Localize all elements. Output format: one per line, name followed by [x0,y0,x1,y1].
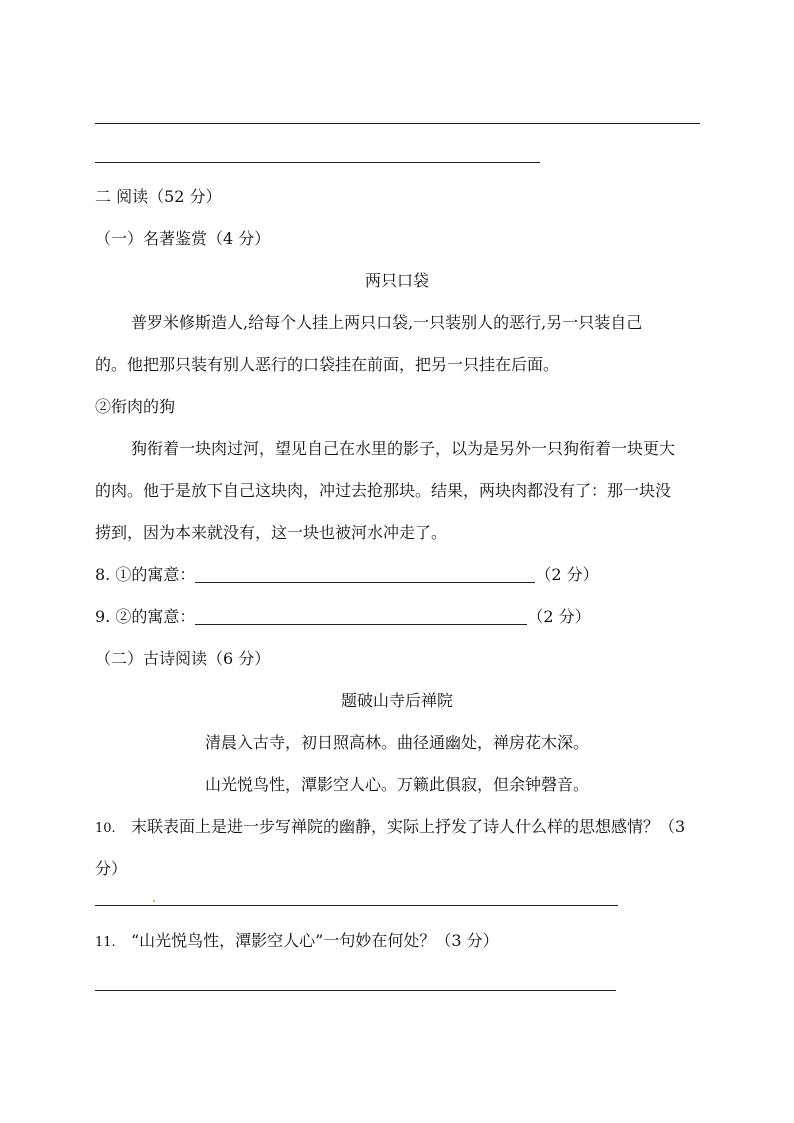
question-10-cont: 分） [95,859,128,878]
q10-text: 末联表面上是进一步写禅院的幽静，实际上抒发了诗人什么样的思想感情？（3 [131,817,686,836]
q11-text: “山光悦鸟性，潭影空人心”一句妙在何处？（3 分） [131,931,499,950]
story1-line-1: 普罗米修斯造人,给每个人挂上两只口袋,一只装别人的恶行,另一只装自己 [131,313,643,332]
q9-label: 9. ②的寓意： [95,607,196,626]
poem-line-2: 山光悦鸟性，潭影空人心。万籁此俱寂，但余钟磬音。 [204,775,589,794]
part2-title: （二）古诗阅读（6 分） [95,649,271,668]
story1-title: 两只口袋 [364,271,429,290]
q8-score: （2 分） [535,565,599,584]
question-8 [95,564,599,586]
story2-line-3: 捞到，因为本来就没有，这一块也被河水冲走了。 [95,523,448,542]
answer-line-top-1 [95,123,700,124]
q8-answer-blank[interactable] [195,566,535,583]
q9-score: （2 分） [527,607,591,626]
q11-answer-line[interactable] [95,990,616,991]
answer-line-top-2 [95,162,540,163]
story2-line-2: 的肉。他于是放下自己这块肉，冲过去抢那块。结果，两块肉都没有了：那一块没 [95,481,672,500]
poem-line-1: 清晨入古寺，初日照高林。曲径通幽处，禅房花木深。 [204,733,589,752]
story2-line-1: 狗衔着一块肉过河，望见自己在水里的影子，以为是另外一只狗衔着一块更大 [131,439,676,458]
poem-title: 题破山寺后禅院 [340,691,453,710]
section-title: 二 阅读（52 分） [95,187,222,206]
question-11 [95,930,499,954]
question-10 [95,816,685,840]
story2-title: ②衔肉的狗 [95,397,176,416]
q9-answer-blank[interactable] [195,608,527,625]
q11-number: 11. [95,935,116,950]
stray-mark [153,900,155,902]
question-9 [95,606,591,628]
q10-number: 10. [95,821,116,836]
q8-label: 8. ①的寓意： [95,565,196,584]
part1-title: （一）名著鉴赏（4 分） [95,229,271,248]
story1-line-2: 的。他把那只装有别人恶行的口袋挂在前面，把另一只挂在后面。 [95,355,560,374]
q10-answer-line[interactable] [95,905,618,906]
